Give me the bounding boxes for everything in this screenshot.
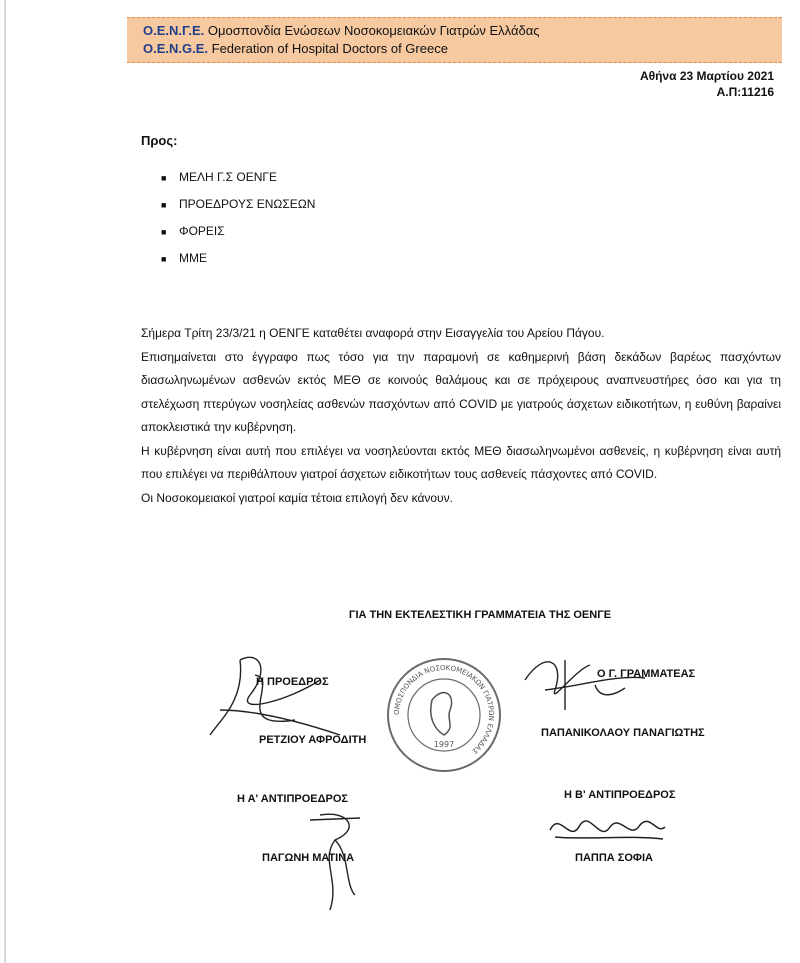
vp2-signature — [545, 805, 670, 850]
recipient-label: ΜΕΛΗ Γ.Σ ΟΕΝΓΕ — [179, 170, 278, 184]
letterhead-greek — [127, 22, 782, 40]
protocol-number: Α.Π:11216 — [716, 85, 774, 99]
secretary-signature — [505, 640, 655, 720]
letter-body — [141, 322, 781, 510]
list-item — [161, 191, 315, 218]
vp1-name: ΠΑΓΩΝΗ ΜΑΤΙΝΑ — [262, 852, 355, 864]
page-edge — [4, 0, 6, 963]
body-paragraph: Επισημαίνεται στο έγγραφο πως τόσο για την παραμονή σε καθημερινή βάση δεκάδων βαρέως πασχόντων διασωληνωμένων ασθενών εκτός ΜΕΘ σε κοινούς θαλάμους και σε πρόχειρους αναπνευστήρες όσο και για τη στελέχωση πτερύγων νοσηλείας ασθενών πασχόντων από COVID με γιατρούς άσχετων ειδικοτήτων, η ευθύνη βαραίνει αποκλειστικά την κυβέρνηση. — [141, 349, 781, 434]
letterhead-abbr-greek: Ο.Ε.Ν.Γ.Ε. — [143, 23, 205, 38]
bullet-icon: ■ — [161, 254, 167, 264]
signatures-heading: ΓΙΑ ΤΗΝ ΕΚΤΕΛΕΣΤΙΚΗ ΓΡΑΜΜΑΤΕΙΑ ΤΗΣ ΟΕΝΓΕ — [348, 609, 612, 621]
vp2-title: Η Β' ΑΝΤΙΠΡΟΕΔΡΟΣ — [564, 789, 676, 801]
organization-seal — [384, 655, 504, 775]
recipient-label: ΦΟΡΕΙΣ — [179, 224, 225, 238]
bullet-icon: ■ — [161, 173, 167, 183]
president-title: Η ΠΡΟΕΔΡΟΣ — [256, 676, 329, 688]
letterhead-english — [127, 40, 782, 58]
list-item — [161, 164, 315, 191]
recipient-label: ΠΡΟΕΔΡΟΥΣ ΕΝΩΣΕΩΝ — [179, 197, 316, 211]
list-item — [161, 218, 315, 245]
vp1-title: Η Α' ΑΝΤΙΠΡΟΕΔΡΟΣ — [237, 793, 349, 805]
body-paragraph: Οι Νοσοκομειακοί γιατροί καμία τέτοια επιλογή δεν κάνουν. — [141, 490, 453, 505]
letterhead-abbr-english: O.E.N.G.E. — [143, 41, 209, 56]
body-paragraph: Η κυβέρνηση είναι αυτή που επιλέγει να νοσηλεύονται εκτός ΜΕΘ διασωληνωμένοι ασθενείς, η κυβέρνηση είναι αυτή που επιλέγει να περιθάλπουν γιατροί άσχετων ειδικοτήτων τους ασθενείς πάσχοντες από COVID. — [141, 443, 781, 481]
body-paragraph: Σήμερα Τρίτη 23/3/21 η ΟΕΝΓΕ καταθέτει αναφορά στην Εισαγγελία του Αρείου Πάγου. — [141, 326, 605, 340]
president-name: ΡΕΤΖΙΟΥ ΑΦΡΟΔΙΤΗ — [259, 734, 367, 746]
seal-year: 1997 — [433, 740, 455, 749]
secretary-title: Ο Γ. ΓΡΑΜΜΑΤΕΑΣ — [597, 668, 696, 680]
recipients-label: Προς: — [141, 133, 178, 148]
document-date: Αθήνα 23 Μαρτίου 2021 — [639, 69, 774, 83]
letterhead-name-english: Federation of Hospital Doctors of Greece — [211, 41, 448, 56]
recipient-list — [161, 164, 315, 272]
vp2-name: ΠΑΠΠΑ ΣΟΦΙΑ — [575, 852, 653, 864]
bullet-icon: ■ — [161, 227, 167, 237]
seal-ring-text: ΟΜΟΣΠΟΝΔΙΑ ΝΟΣΟΚΟΜΕΙΑΚΩΝ ΓΙΑΤΡΩΝ ΕΛΛΑΔΑΣ — [392, 663, 496, 756]
date-block — [640, 68, 774, 100]
list-item — [161, 245, 315, 272]
bullet-icon: ■ — [161, 200, 167, 210]
letterhead — [127, 17, 782, 63]
letterhead-name-greek: Ομοσπονδία Ενώσεων Νοσοκομειακών Γιατρών Ελλάδας — [207, 23, 540, 38]
secretary-name: ΠΑΠΑΝΙΚΟΛΑΟΥ ΠΑΝΑΓΙΩΤΗΣ — [541, 727, 705, 739]
recipient-label: ΜΜΕ — [179, 251, 207, 265]
